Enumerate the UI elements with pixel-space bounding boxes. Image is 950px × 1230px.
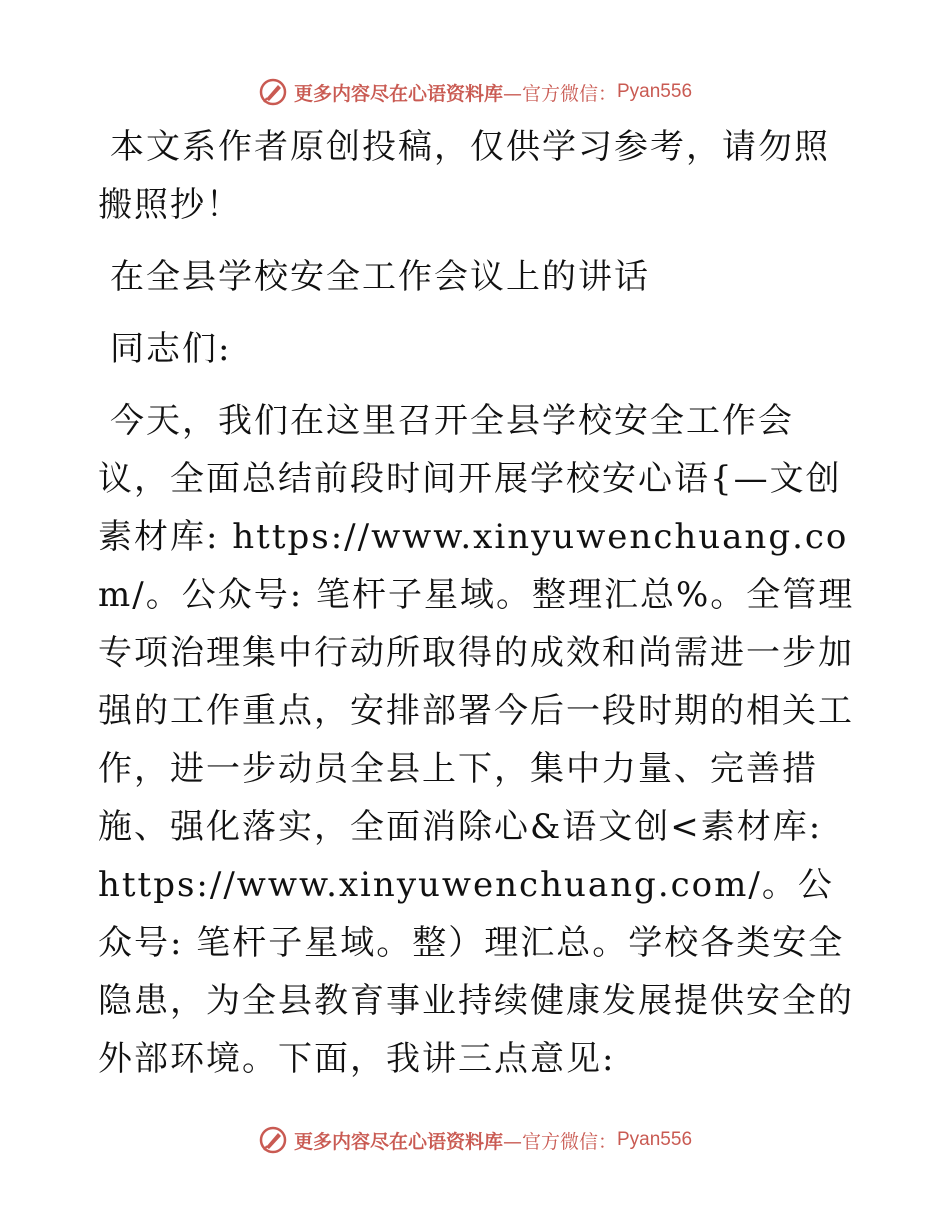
banner-site-name: 更多内容尽在心语资料库: [293, 1130, 503, 1153]
quill-pen-logo-icon: [258, 77, 288, 107]
document-body: [98, 118, 858, 1088]
banner-wechat-handle: Pyan556: [617, 1129, 693, 1150]
footer-watermark-banner: [0, 1120, 950, 1160]
document-title: 在全县学校安全工作会议上的讲话: [110, 257, 650, 297]
banner-wechat-handle: Pyan556: [617, 81, 693, 102]
banner-separator: —官方微信：: [502, 1130, 617, 1153]
banner-site-name: 更多内容尽在心语资料库: [293, 82, 503, 105]
quill-pen-logo-icon: [258, 1125, 288, 1155]
banner-separator: —官方微信：: [502, 82, 617, 105]
copyright-notice: 本文系作者原创投稿，仅供学习参考，请勿照搬照抄！: [98, 127, 830, 225]
body-paragraph: 今天，我们在这里召开全县学校安全工作会议，全面总结前段时间开展学校安心语{—文创素材库: https://www.xinyuwenchuang.com/。公众号: 笔杆子星域。整理汇总%。全管理专项治理集中行动所取得的成效和尚需进一步加强的工作重点，安排部署今后一段时期的相关工作，进一步动员全县上下，集中力量、完善措施、强化落实，全面消除心&语文创<素材库: https://www.xinyuwenchuang.com/。公众号: 笔杆子星域。整）理汇总。学校各类安全隐患，为全县教育事业持续健康发展提供安全的外部环境。下面，我讲三点意见:: [98, 401, 855, 1079]
header-watermark-banner: [0, 72, 950, 112]
salutation: 同志们:: [110, 329, 232, 369]
